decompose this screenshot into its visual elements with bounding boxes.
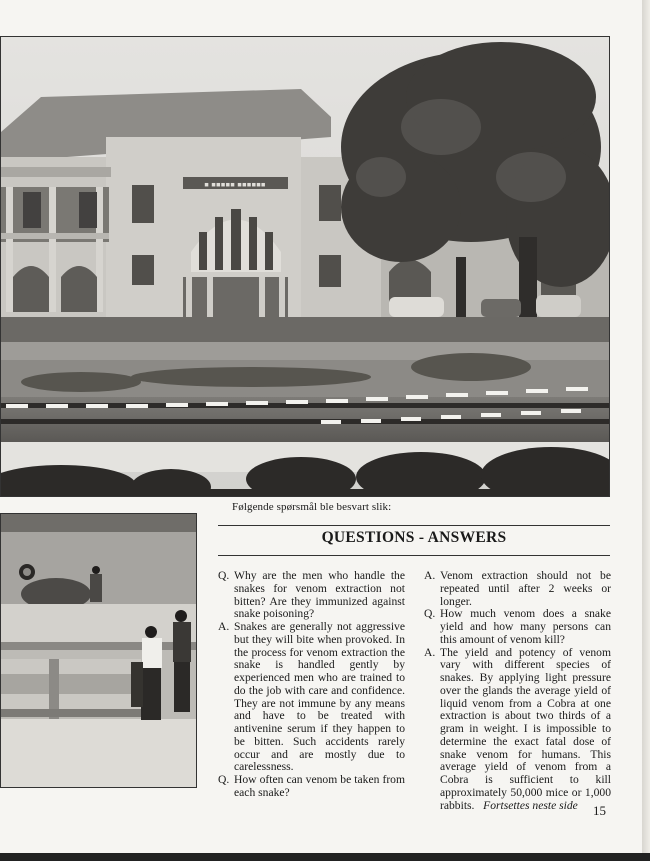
- heading-top-rule: [218, 525, 610, 526]
- section-heading: QUESTIONS - ANSWERS: [321, 529, 507, 546]
- qa-text: [440, 647, 611, 813]
- continued-note: Fortsettes neste side: [483, 798, 578, 812]
- qa-marker: Q.: [218, 773, 230, 786]
- qa-item: [218, 774, 405, 800]
- qa-item: [424, 647, 611, 813]
- qa-item: [218, 621, 405, 774]
- qa-text: Snakes are generally not aggressive but they will bite when provoked. In the process for venom extraction the snake is handled gently by experienced men who are trained to do the job with care and confidence. They are not immune by any means and have to be treated with antivenine serum if they happen to be bitten. Such accidents rarely occur and are mostly due to carelessness.: [234, 620, 405, 774]
- qa-text: How often can venom be taken from each snake?: [234, 773, 405, 799]
- qa-marker: A.: [218, 620, 230, 633]
- qa-text-body: The yield and potency of venom vary with different species of snakes. By applying light pressure over the glands the average yield of liquid venom from a Cobra at one extraction is about two thirds of a gram in weight. I is impossible to determine the exact fatal dose of snake venom for humans. This average yield of venom from a Cobra is sufficient to kill approximately 50,000 mice or 1,000 rabbits.: [440, 645, 611, 812]
- qa-marker: A.: [424, 645, 436, 659]
- men-at-wall-photo: [0, 513, 197, 788]
- building-sign: ▪ ▪▪▪▪▪ ▪▪▪▪▪▪: [204, 180, 266, 189]
- page-bottom-edge: [0, 853, 650, 861]
- photo-caption: Følgende spørsmål ble besvart slik:: [232, 501, 392, 513]
- page-number: 15: [593, 803, 606, 818]
- page-edge: [642, 0, 650, 861]
- building-photo: [0, 36, 610, 497]
- qa-text: How much venom does a snake yield and how many persons can this amount of venom kill?: [440, 607, 611, 646]
- men-at-wall-illustration: [1, 514, 197, 788]
- qa-text: Why are the men who handle the snakes for venom extraction not bitten? Are they immunized against snake poisoning?: [234, 569, 405, 621]
- qa-item: [424, 608, 611, 646]
- qa-item: [218, 570, 405, 621]
- qa-marker: Q.: [424, 607, 436, 621]
- left-column: [218, 570, 405, 800]
- qa-item: [424, 570, 611, 608]
- building-photo-illustration: [1, 37, 610, 497]
- qa-marker: Q.: [218, 569, 230, 582]
- right-column: [424, 570, 611, 812]
- qa-marker: A.: [424, 569, 436, 582]
- qa-text: Venom extraction should not be repeated until after 2 weeks or longer.: [440, 569, 611, 608]
- heading-bottom-rule: [218, 555, 610, 556]
